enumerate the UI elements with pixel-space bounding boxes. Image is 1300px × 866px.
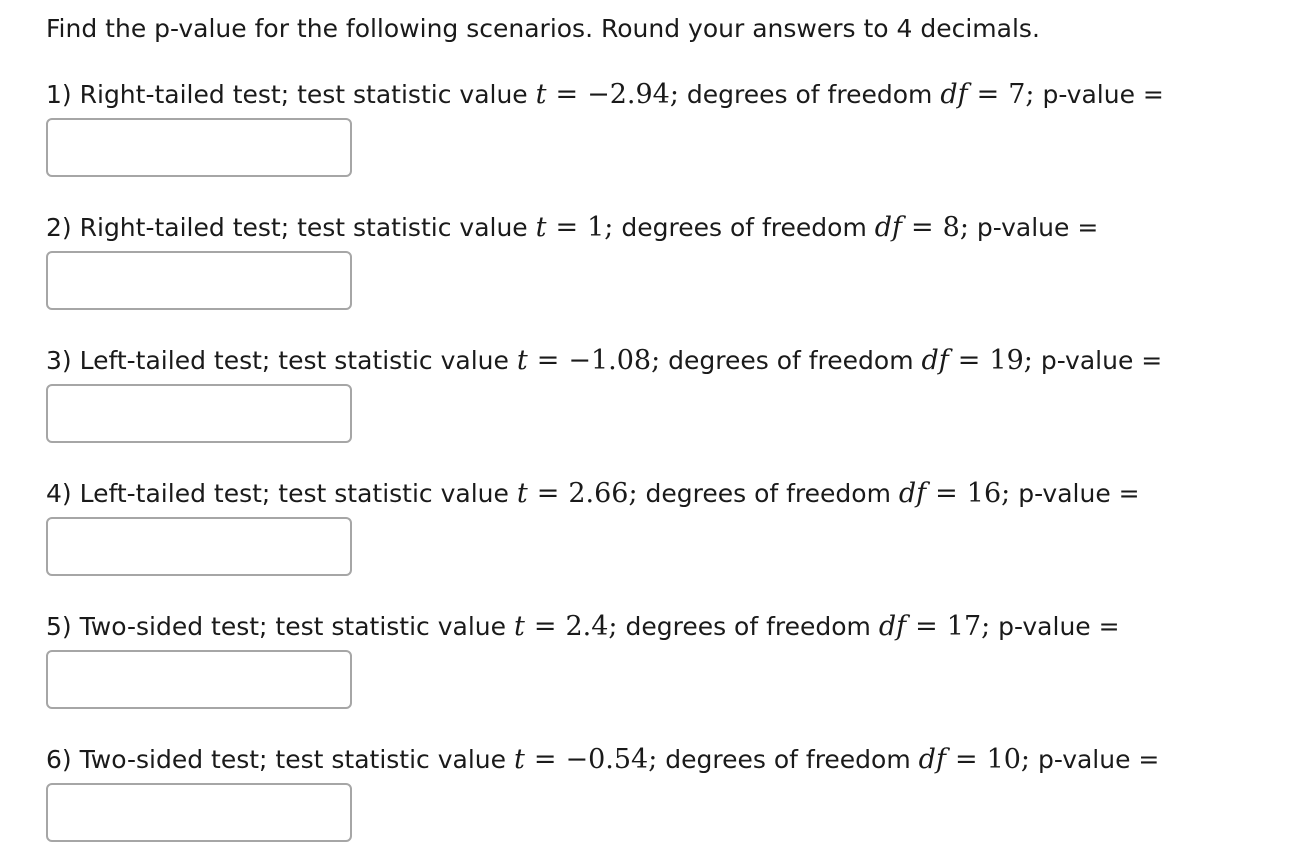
instructions-text: Find the p-value for the following scenarios. Round your answers to 4 decimals. [46, 14, 1040, 43]
df-symbol: df [898, 478, 927, 509]
t-symbol: t [535, 79, 547, 110]
answer-input-2[interactable] [46, 251, 352, 310]
df-value: 7; [1008, 79, 1035, 110]
df-value: 19; [989, 345, 1033, 376]
answer-input-1[interactable] [46, 118, 352, 177]
question-6 [46, 743, 1286, 842]
df-symbol: df [878, 611, 907, 642]
equals-sign: = [555, 212, 579, 243]
question-prompt [46, 743, 1286, 777]
test-type: Two-sided test; [79, 612, 268, 641]
df-value: 10; [986, 744, 1031, 775]
answer-input-6[interactable] [46, 783, 352, 842]
question-prompt [46, 477, 1286, 511]
t-symbol: t [535, 212, 547, 243]
question-2 [46, 211, 1286, 310]
df-symbol: df [874, 212, 903, 243]
df-label: degrees of freedom [625, 612, 871, 641]
t-symbol: t [513, 744, 525, 775]
test-type: Right-tailed test; [79, 80, 290, 109]
pvalue-label: p-value = [1037, 745, 1160, 774]
question-3 [46, 344, 1286, 443]
df-symbol: df [921, 345, 949, 376]
df-label: degrees of freedom [668, 346, 914, 375]
equals-sign: = [957, 345, 981, 376]
t-value: −0.54; [565, 744, 658, 775]
pvalue-label: p-value = [1040, 346, 1163, 375]
df-symbol: df [918, 744, 946, 775]
equals-sign: = [911, 212, 934, 243]
question-prompt [46, 344, 1286, 378]
equals-sign: = [915, 611, 938, 642]
stat-label: test statistic value [275, 745, 507, 774]
question-prompt [46, 610, 1286, 644]
answer-input-5[interactable] [46, 650, 352, 709]
test-type: Left-tailed test; [79, 346, 271, 375]
answer-input-3[interactable] [46, 384, 352, 443]
t-value: 2.4; [565, 611, 618, 642]
answer-input-4[interactable] [46, 517, 352, 576]
stat-label: test statistic value [278, 479, 509, 508]
df-symbol: df [940, 79, 968, 110]
question-4 [46, 477, 1286, 576]
df-value: 16; [966, 478, 1011, 509]
pvalue-label: p-value = [1042, 80, 1164, 109]
question-number: 2) [46, 213, 72, 242]
equals-sign: = [954, 744, 978, 775]
question-number: 3) [46, 346, 72, 375]
pvalue-label: p-value = [998, 612, 1120, 641]
t-symbol: t [513, 611, 525, 642]
stat-label: test statistic value [278, 346, 509, 375]
equals-sign: = [536, 478, 560, 509]
question-number: 6) [46, 745, 72, 774]
equals-sign: = [533, 744, 557, 775]
df-label: degrees of freedom [621, 213, 867, 242]
question-number: 5) [46, 612, 72, 641]
question-number: 4) [46, 479, 72, 508]
equals-sign: = [935, 478, 958, 509]
pvalue-label: p-value = [976, 213, 1099, 242]
t-value: −1.08; [568, 345, 661, 376]
test-type: Two-sided test; [79, 745, 268, 774]
t-value: −2.94; [587, 79, 679, 110]
df-value: 17; [946, 611, 991, 642]
question-prompt [46, 78, 1286, 112]
test-type: Left-tailed test; [79, 479, 271, 508]
question-1 [46, 78, 1286, 177]
t-symbol: t [516, 478, 528, 509]
stat-label: test statistic value [297, 213, 528, 242]
df-label: degrees of freedom [665, 745, 911, 774]
equals-sign: = [976, 79, 1000, 110]
equals-sign: = [555, 79, 579, 110]
df-value: 8; [942, 212, 969, 243]
question-prompt [46, 211, 1286, 245]
question-5 [46, 610, 1286, 709]
df-label: degrees of freedom [686, 80, 933, 109]
stat-label: test statistic value [297, 80, 528, 109]
equals-sign: = [533, 611, 557, 642]
equals-sign: = [536, 345, 560, 376]
test-type: Right-tailed test; [79, 213, 290, 242]
t-value: 2.66; [568, 478, 638, 509]
t-value: 1; [587, 212, 614, 243]
stat-label: test statistic value [275, 612, 507, 641]
question-number: 1) [46, 80, 72, 109]
df-label: degrees of freedom [645, 479, 891, 508]
t-symbol: t [516, 345, 528, 376]
pvalue-label: p-value = [1018, 479, 1140, 508]
